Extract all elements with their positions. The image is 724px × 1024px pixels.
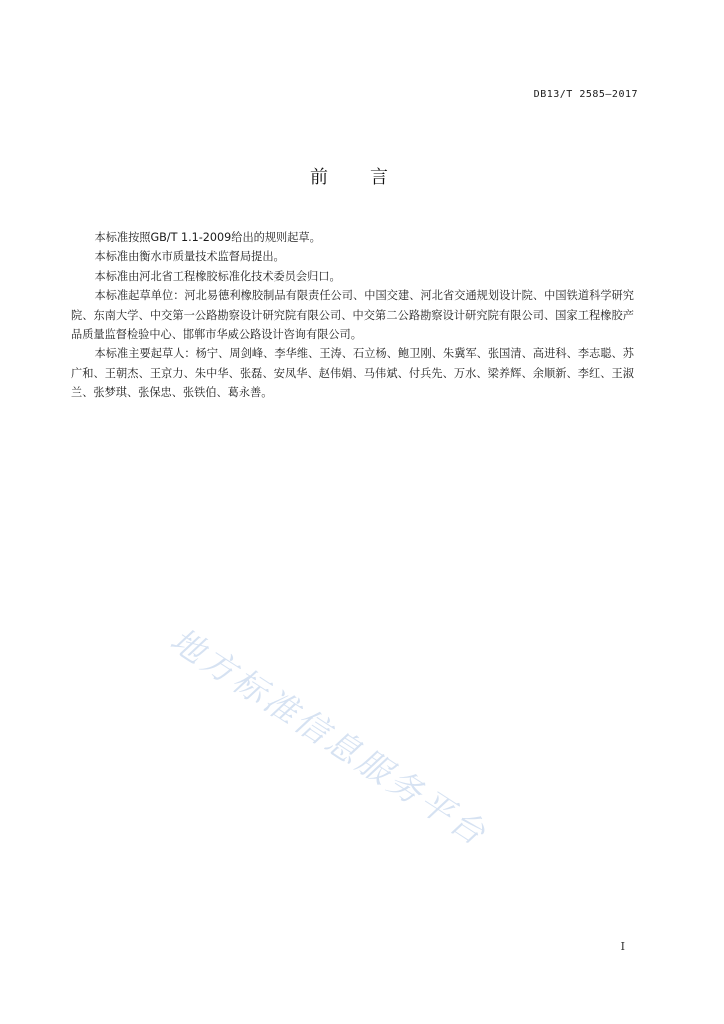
paragraph-main-drafters: 本标准主要起草人：杨宁、周剑峰、李华维、王涛、石立杨、鲍卫刚、朱冀军、张国清、高进科、李志聪、苏广和、王朝杰、王京力、朱中华、张磊、安凤华、赵伟娟、马伟斌、付兵先、万水、梁养辉、余顺新、李红、王淑兰、张梦琪、张保忠、张铁伯、葛永善。 <box>71 347 634 400</box>
watermark <box>163 615 610 855</box>
paragraph-drafting-rules: 本标准按照GB/T 1.1-2009给出的规则起草。 <box>94 231 321 244</box>
page-title <box>0 163 700 189</box>
standard-code: DB13/T 2585—2017 <box>533 89 638 100</box>
title-part-2: 言 <box>370 167 390 188</box>
paragraph-centralized-by: 本标准由河北省工程橡胶标准化技术委员会归口。 <box>94 269 341 283</box>
foreword-body <box>71 228 634 403</box>
title-part-1: 前 <box>310 167 330 188</box>
page-number: I <box>620 940 625 953</box>
watermark-text: 地方标准信息服务平台 <box>163 620 496 855</box>
paragraph-drafting-units: 本标准起草单位：河北易德利橡胶制品有限责任公司、中国交建、河北省交通规划设计院、中国铁道科学研究院、东南大学、中交第一公路勘察设计研究院有限公司、中交第二公路勘察设计研究院有限公司、国家工程橡胶产品质量监督检验中心、邯郸市华威公路设计咨询有限公司。 <box>71 289 634 342</box>
paragraph-proposer: 本标准由衡水市质量技术监督局提出。 <box>94 250 285 264</box>
